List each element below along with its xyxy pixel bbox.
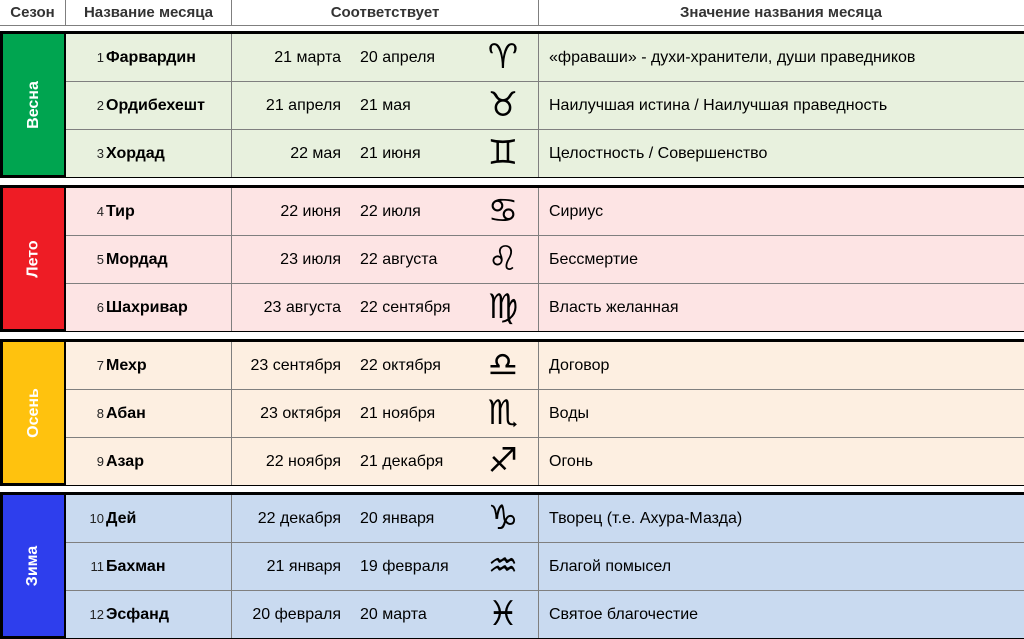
month-meaning: Творец (т.е. Ахура-Мазда): [549, 510, 743, 527]
table-row: [66, 34, 1024, 81]
date-from: 22 июня: [280, 203, 341, 220]
month-name: Азар: [106, 453, 144, 470]
grid-line: [231, 34, 232, 81]
grid-line: [538, 82, 539, 129]
month-name: Тир: [106, 203, 135, 220]
grid-line: [231, 495, 232, 542]
sagittarius-icon: ♐: [487, 441, 519, 481]
date-from: 22 ноября: [265, 453, 341, 470]
month-name: Фарвардин: [106, 49, 196, 66]
month-meaning: «фраваши» - духи-хранители, души праведников: [549, 49, 916, 66]
grid-line: [231, 284, 232, 331]
month-number: 9: [96, 454, 104, 469]
grid-line: [538, 591, 539, 638]
grid-line: [231, 591, 232, 638]
month-name: Эсфанд: [106, 606, 169, 623]
table-row: [66, 284, 1024, 331]
grid-line: [231, 130, 232, 177]
season-section-summer: [0, 185, 1024, 332]
table-row: [66, 342, 1024, 389]
date-to: 22 августа: [360, 251, 438, 268]
grid-line: [538, 342, 539, 389]
date-to: 20 апреля: [360, 49, 436, 66]
season-section-autumn: [0, 339, 1024, 486]
grid-line: [231, 188, 232, 235]
date-to: 21 июня: [360, 145, 421, 162]
month-name: Ордибехешт: [106, 97, 205, 114]
libra-icon: ♎: [487, 345, 519, 385]
table-row: [66, 390, 1024, 437]
grid-line: [231, 543, 232, 590]
grid-line: [231, 438, 232, 485]
month-number: 1: [96, 50, 104, 65]
grid-line: [538, 34, 539, 81]
date-to: 21 ноября: [360, 405, 436, 422]
grid-line: [538, 390, 539, 437]
table-row: [66, 82, 1024, 129]
table-row: [66, 130, 1024, 177]
taurus-icon: ♉: [487, 85, 519, 125]
grid-line: [538, 188, 539, 235]
gemini-icon: ♊: [487, 133, 519, 173]
date-from: 23 июля: [280, 251, 341, 268]
date-to: 21 мая: [360, 97, 411, 114]
table-row: [66, 495, 1024, 542]
grid-line: [538, 543, 539, 590]
grid-line: [538, 236, 539, 283]
grid-line: [538, 495, 539, 542]
month-meaning: Наилучшая истина / Наилучшая праведность: [549, 97, 888, 114]
grid-line: [538, 438, 539, 485]
table-row: [66, 236, 1024, 283]
grid-line: [538, 284, 539, 331]
date-from: 21 января: [266, 558, 341, 575]
grid-line: [231, 342, 232, 389]
month-number: 2: [96, 98, 104, 113]
month-meaning: Договор: [549, 357, 610, 374]
season-label-text: Зима: [24, 545, 42, 586]
month-number: 12: [89, 607, 104, 622]
month-name: Мордад: [106, 251, 168, 268]
season-section-spring: [0, 31, 1024, 178]
season-label-text: Лето: [24, 239, 42, 278]
month-meaning: Целостность / Совершенство: [549, 145, 768, 162]
month-number: 11: [90, 559, 104, 574]
header-season: Сезон: [0, 0, 66, 25]
month-meaning: Святое благочестие: [549, 606, 699, 623]
date-to: 20 января: [360, 510, 435, 527]
date-from: 23 сентября: [250, 357, 341, 374]
table-header: [0, 0, 1024, 26]
month-number: 3: [96, 146, 104, 161]
season-label: [3, 495, 64, 636]
table-row: [66, 591, 1024, 638]
season-section-winter: [0, 492, 1024, 639]
virgo-icon: ♍: [487, 287, 519, 327]
header-corresponds: Соответствует: [232, 0, 539, 25]
leo-icon: ♌: [487, 239, 519, 279]
month-name: Бахман: [106, 558, 166, 575]
table-row: [66, 438, 1024, 485]
cancer-icon: ♋: [487, 191, 519, 231]
date-from: 20 февраля: [252, 606, 341, 623]
date-from: 22 мая: [290, 145, 341, 162]
season-label-text: Весна: [24, 80, 42, 129]
date-from: 21 апреля: [265, 97, 341, 114]
table-row: [66, 188, 1024, 235]
month-meaning: Власть желанная: [549, 299, 679, 316]
season-label: [3, 342, 64, 483]
table-row: [66, 543, 1024, 590]
date-to: 20 марта: [360, 606, 427, 623]
grid-line: [231, 82, 232, 129]
date-from: 23 августа: [263, 299, 341, 316]
header-month-name: Название месяца: [66, 0, 232, 25]
month-meaning: Благой помысел: [549, 558, 672, 575]
season-label: [3, 188, 64, 329]
month-meaning: Огонь: [549, 453, 593, 470]
date-to: 22 сентября: [360, 299, 451, 316]
month-number: 5: [96, 252, 104, 267]
month-name: Мехр: [106, 357, 147, 374]
month-number: 7: [96, 358, 104, 373]
month-number: 8: [96, 406, 104, 421]
month-number: 10: [89, 511, 104, 526]
header-meaning: Значение названия месяца: [680, 4, 882, 21]
aries-icon: ♈: [487, 37, 519, 77]
month-name: Дей: [106, 510, 137, 527]
grid-line: [231, 390, 232, 437]
date-to: 21 декабря: [360, 453, 444, 470]
date-from: 22 декабря: [257, 510, 341, 527]
month-meaning: Воды: [549, 405, 590, 422]
grid-line: [231, 236, 232, 283]
date-from: 23 октября: [260, 405, 341, 422]
date-to: 22 июля: [360, 203, 421, 220]
date-from: 21 марта: [274, 49, 341, 66]
capricorn-icon: ♑: [487, 498, 519, 538]
scorpio-icon: ♏: [487, 393, 519, 433]
pisces-icon: ♓: [487, 594, 519, 634]
month-name: Шахривар: [106, 299, 188, 316]
season-label-text: Осень: [24, 387, 42, 438]
date-to: 22 октября: [360, 357, 441, 374]
aquarius-icon: ♒: [487, 546, 519, 586]
month-meaning: Бессмертие: [549, 251, 639, 268]
month-name: Хордад: [106, 145, 165, 162]
month-number: 6: [96, 300, 104, 315]
grid-line: [538, 130, 539, 177]
month-number: 4: [96, 204, 104, 219]
season-label: [3, 34, 64, 175]
month-name: Абан: [106, 405, 146, 422]
date-to: 19 февраля: [360, 558, 449, 575]
month-meaning: Сириус: [549, 203, 604, 220]
